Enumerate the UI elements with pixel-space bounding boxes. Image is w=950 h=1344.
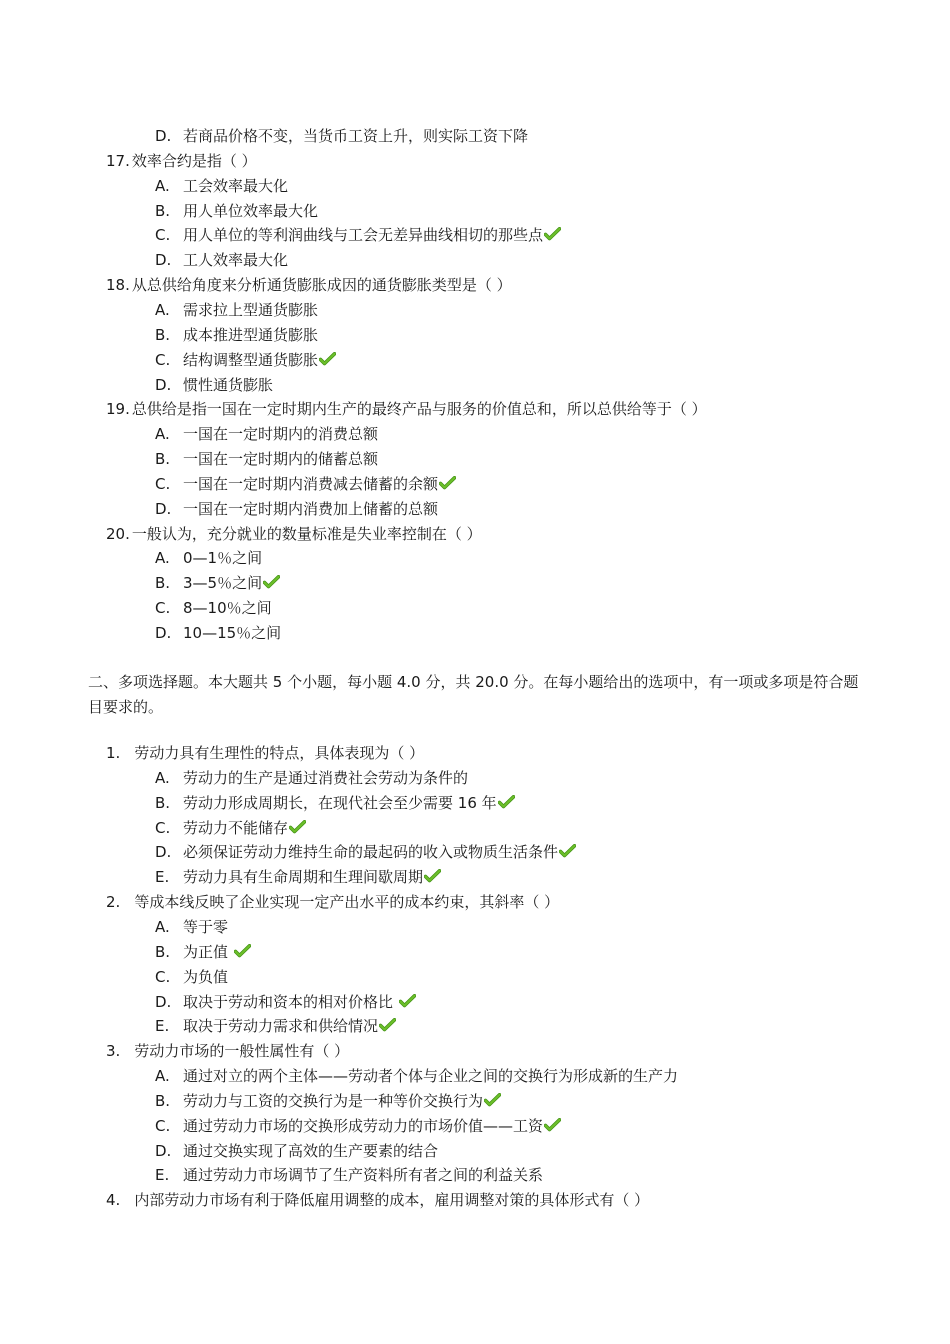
option-letter: A. [155,176,170,195]
option-text: 通过劳动力市场调节了生产资料所有者之间的利益关系 [183,1166,544,1185]
option-text: 一国在一定时期内的消费总额 [183,425,379,444]
option-letter: D. [155,624,172,642]
option-text: 劳动力与工资的交换行为是一种等价交换行为 [183,1091,484,1110]
option-text: 取决于劳动力需求和供给情况 [183,1017,379,1036]
question-number: 18. [106,276,130,295]
option-text: 用人单位效率最大化 [183,201,319,220]
answer-option [155,1066,678,1086]
question-text: 效率合约是指（ ） [131,151,257,170]
option-letter: A. [155,768,170,787]
option-text: 必须保证劳动力维持生命的最起码的收入或物质生活条件 [183,843,559,862]
option-letter: E. [155,1017,170,1036]
answer-option [155,842,576,862]
question-number: 20. [106,524,130,543]
option-letter: E. [155,1166,170,1185]
option-letter: C. [155,474,171,493]
option-text: 通过劳动力市场的交换形成劳动力的市场价值——工资 [183,1116,544,1135]
answer-option [155,867,441,887]
answer-option [155,967,228,987]
answer-option [155,424,378,444]
section-heading: 二、多项选择题。本大题共 5 个小题，每小题 4.0 分，共 20.0 分。在每小题给出的选项中，有一项或多项是符合题目要求的。 [88,673,859,716]
option-text: 通过对立的两个主体——劳动者个体与企业之间的交换行为形成新的生产力 [183,1067,679,1086]
check-icon [559,844,576,858]
option-letter: D. [155,843,172,862]
check-icon [234,944,251,958]
option-letter: C. [155,226,171,245]
option-text: 需求拉上型通货膨胀 [183,300,319,319]
question-number: 3. [106,1042,121,1061]
answer-option [155,375,273,395]
question-number: 1. [106,744,121,762]
option-letter: A. [155,549,170,568]
answer-option [155,1091,501,1111]
option-letter: E. [155,868,170,887]
option-letter: D. [155,251,172,270]
option-text: 劳动力具有生命周期和生理间歇周期 [183,868,424,887]
option-letter: D. [155,1141,172,1160]
answer-option [155,300,318,320]
check-icon [498,795,515,809]
option-text: 成本推进型通货膨胀 [183,325,319,344]
answer-option [155,818,306,838]
answer-option [155,449,378,469]
option-letter: C. [155,350,171,369]
question-stem [106,892,559,912]
option-text: 惯性通货膨胀 [183,375,274,394]
option-letter: C. [155,967,171,986]
option-letter: C. [155,1116,171,1135]
answer-option [155,1165,543,1185]
answer-option [155,793,515,813]
option-text: 取决于劳动和资本的相对价格比 [183,992,398,1011]
option-text: 劳动力的生产是通过消费社会劳动为条件的 [183,768,469,787]
option-text: 通过交换实现了高效的生产要素的结合 [183,1141,439,1160]
option-letter: D. [155,499,172,518]
answer-option [155,126,528,146]
question-text: 总供给是指一国在一定时期内生产的最终产品与服务的价值总和，所以总供给等于（ ） [131,400,707,419]
question-stem [106,1041,349,1061]
option-letter: B. [155,1091,171,1110]
option-letter: D. [155,992,172,1011]
option-letter: C. [155,818,171,837]
option-letter: C. [155,599,171,618]
option-text: 0—1％之间 [183,549,263,568]
check-icon [424,869,441,883]
option-text: 劳动力形成周期长，在现代社会至少需要 16 年 [183,793,497,812]
option-text: 8—10％之间 [183,599,272,618]
check-icon [544,227,561,241]
question-stem [106,399,707,419]
answer-option [155,176,288,196]
answer-option [155,1116,561,1136]
option-letter: B. [155,325,171,344]
answer-option [155,992,416,1012]
check-icon [544,1118,561,1132]
option-text: 3—5％之间 [183,574,263,593]
question-text: 劳动力市场的一般性属性有（ ） [134,1042,350,1061]
option-text: 用人单位的等利润曲线与工会无差异曲线相切的那些点 [183,226,544,245]
option-text: 一国在一定时期内的储蓄总额 [183,450,379,469]
check-icon [289,820,306,834]
option-text: 工会效率最大化 [183,176,289,195]
question-number: 19. [106,400,130,419]
answer-option [155,573,280,593]
answer-option [155,548,262,568]
answer-option [155,325,318,345]
answer-option [155,598,272,618]
option-text: 等于零 [183,917,229,936]
question-text: 从总供给角度来分析通货膨胀成因的通货膨胀类型是（ ） [131,276,512,295]
answer-option [155,350,336,370]
question-number: 17. [106,151,130,170]
option-letter: D. [155,127,172,145]
check-icon [399,994,416,1008]
question-stem [106,275,512,295]
option-letter: B. [155,450,171,469]
question-text: 等成本线反映了企业实现一定产出水平的成本约束，其斜率（ ） [134,893,560,912]
option-text: 为负值 [183,967,229,986]
option-letter: B. [155,793,171,812]
question-stem [106,151,257,171]
check-icon [484,1093,501,1107]
option-letter: B. [155,942,171,961]
option-text: 结构调整型通货膨胀 [183,350,319,369]
answer-option [155,623,281,643]
option-letter: D. [155,375,172,394]
option-text: 一国在一定时期内消费减去储蓄的余额 [183,474,439,493]
answer-option [155,768,468,788]
option-text: 劳动力不能储存 [183,818,289,837]
question-text: 内部劳动力市场有利于降低雇用调整的成本，雇用调整对策的具体形式有（ ） [134,1191,650,1210]
question-text: 劳动力具有生理性的特点，具体表现为（ ） [134,744,425,762]
question-text: 一般认为，充分就业的数量标准是失业率控制在（ ） [131,524,482,543]
check-icon [263,575,280,589]
option-letter: B. [155,201,171,220]
answer-option [155,499,438,519]
option-text: 10—15％之间 [183,624,282,642]
answer-option [155,1016,396,1036]
option-letter: A. [155,300,170,319]
option-letter: A. [155,917,170,936]
answer-option [155,942,251,962]
question-stem [106,524,482,544]
answer-option [155,250,288,270]
option-letter: A. [155,425,170,444]
answer-option [155,474,456,494]
option-text: 工人效率最大化 [183,251,289,270]
option-text: 若商品价格不变，当货币工资上升，则实际工资下降 [183,127,529,145]
question-stem [106,743,424,763]
option-letter: B. [155,574,171,593]
question-number: 4. [106,1191,121,1210]
question-stem [106,1190,649,1210]
answer-option [155,201,318,221]
option-text: 为正值 [183,942,233,961]
answer-option [155,1141,438,1161]
question-number: 2. [106,893,121,912]
check-icon [439,476,456,490]
check-icon [319,352,336,366]
answer-option [155,917,228,937]
option-text: 一国在一定时期内消费加上储蓄的总额 [183,499,439,518]
answer-option [155,225,561,245]
check-icon [379,1018,396,1032]
option-letter: A. [155,1067,170,1086]
